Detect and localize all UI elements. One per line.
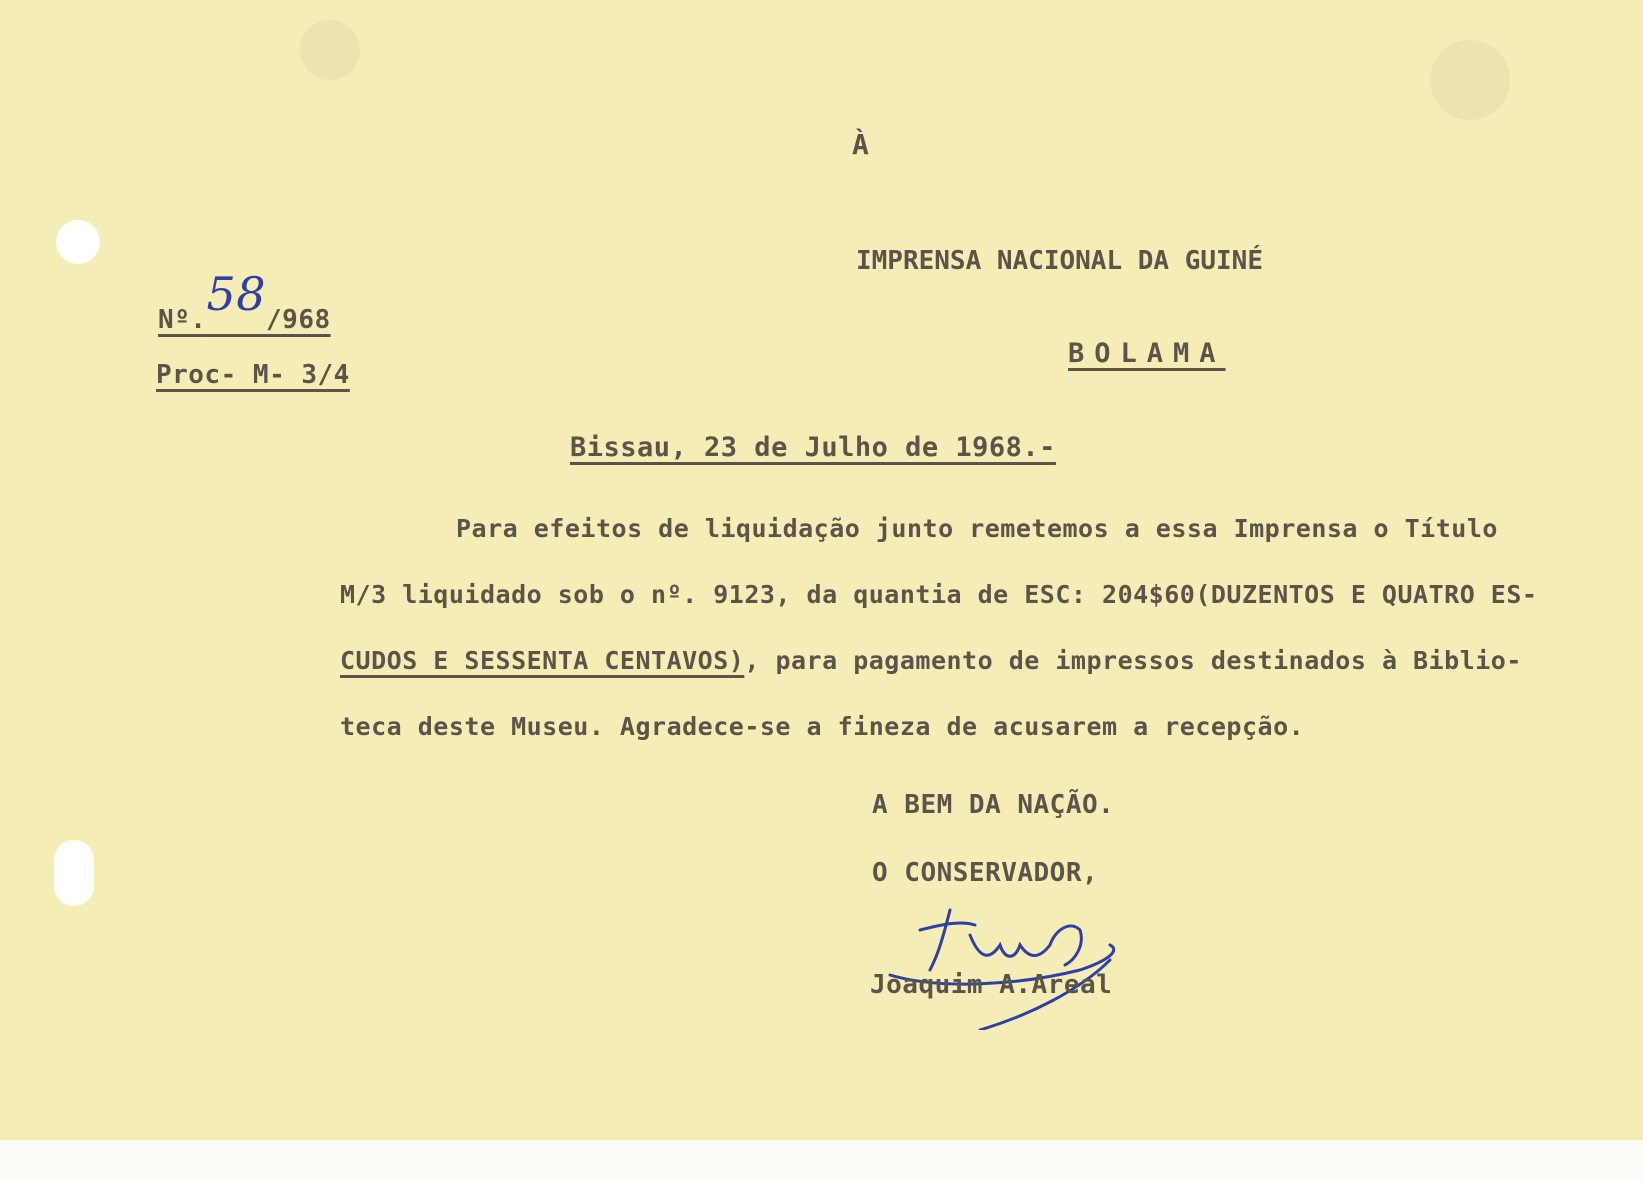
reference-number	[158, 267, 331, 339]
letter-date: Bissau, 23 de Julho de 1968.-	[570, 432, 1056, 463]
body-line-2: M/3 liquidado sob o nº. 9123, da quantia de ESC: 204$60(DUZENTOS E QUATRO ES-	[340, 580, 1538, 609]
body-line-1: Para efeitos de liquidação junto remetemos a essa Imprensa o Título	[456, 514, 1498, 543]
header-mark: À	[852, 128, 870, 161]
process-reference: Proc- M- 3/4	[156, 360, 350, 390]
ref-suffix: /968	[266, 305, 331, 335]
body-line-3-rest: , para pagamento de impressos destinados à Biblio-	[744, 646, 1522, 675]
addressee: IMPRENSA NACIONAL DA GUINÉ	[856, 246, 1263, 276]
punch-hole-bottom	[54, 840, 94, 906]
scan-margin	[0, 1140, 1643, 1180]
signatory-name: Joaquim A.Areal	[870, 970, 1113, 1000]
paper-stain	[1430, 40, 1510, 120]
handwritten-signature	[880, 890, 1160, 1030]
body-line-4: teca deste Museu. Agradece-se a fineza de acusarem a recepção.	[340, 712, 1305, 741]
punch-hole-top	[56, 220, 100, 264]
paper-stain	[300, 20, 360, 80]
signatory-title: O CONSERVADOR,	[872, 858, 1099, 888]
ref-prefix: Nº.	[158, 305, 207, 335]
closing-salutation: A BEM DA NAÇÃO.	[872, 790, 1115, 820]
ref-number-handwritten: 58	[206, 267, 267, 321]
body-line-3	[340, 646, 1522, 675]
amount-in-words-end: CUDOS E SESSENTA CENTAVOS)	[340, 646, 745, 675]
addressee-location: BOLAMA	[1068, 338, 1226, 369]
